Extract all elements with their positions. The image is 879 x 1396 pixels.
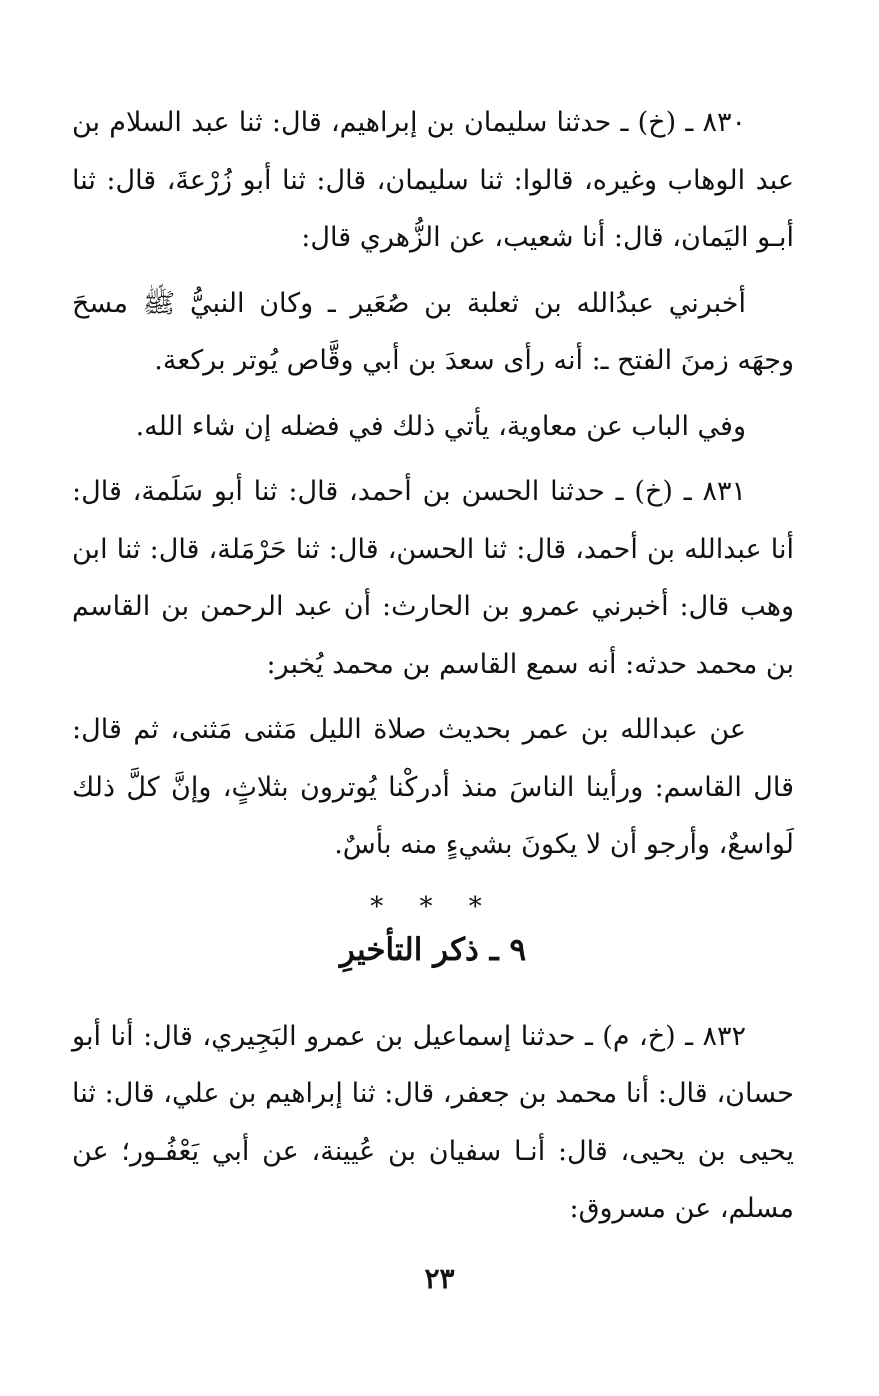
hadith-830-chain: ٨٣٠ ـ (خ) ـ حدثنا سليمان بن إبراهيم، قال: ثنا عبد السلام بن عبد الوهاب وغيره، قالوا: ثنا سليمان، قال: ثنا أبو زُرْعةَ، قال: ثنا أبـو اليَمان، قال: أنا شعيب، عن الزُّهري قال: — [72, 107, 795, 253]
hadith-830-note: وفي الباب عن معاوية، يأتي ذلك في فضله إن شاء الله. — [135, 410, 746, 442]
page-number: ٢٣ — [424, 1262, 455, 1295]
paragraph-gap — [72, 455, 794, 463]
paragraph-gap — [72, 267, 794, 275]
paragraph-gap — [72, 693, 794, 701]
hadith-830-text: أخبرني عبدُالله بن ثعلبة بن صُعَير ـ وكان النبيُّ ﷺ مسحَ وجهَه زمنَ الفتح ـ: أنه رأى سعدَ بن أبي وقَّاص يُوتر بركعة. — [72, 287, 794, 376]
hadith-832-chain: ٨٣٢ ـ (خ، م) ـ حدثنا إسماعيل بن عمرو البَجِيري، قال: أنا أبو حسان، قال: أنا محمد بن جعفر، قال: ثنا إبراهيم بن علي، قال: ثنا يحيى بن يحيى، قال: أنـا سفيان بن عُيينة، عن أبي يَعْفُـور؛ عن مسلم، عن مسروق: — [72, 1020, 794, 1224]
hadith-831-chain: ٨٣١ ـ (خ) ـ حدثنا الحسن بن أحمد، قال: ثنا أبو سَلَمة، قال: أنا عبدالله بن أحمد، قال: ثنا الحسن، قال: ثنا حَرْمَلة، قال: ثنا ابن وهب قال: أخبرني عمرو بن الحارث: أن عبد الرحمن بن القاسم بن محمد حدثه: أنه سمع القاسم بن محمد يُخبر: — [72, 476, 794, 680]
section-heading: ٩ ـ ذكر التأخيرِ — [339, 931, 527, 968]
paragraph-gap — [72, 390, 794, 398]
hadith-831-text: عن عبدالله بن عمر بحديث صلاة الليل مَثنى مَثنى، ثم قال: قال القاسم: ورأينا الناسَ منذ أدركْنا يُوترون بثلاثٍ، وإنَّ كلَّ ذلك لَواسعٌ، وأرجو أن لا يكونَ بشيءٍ منه بأسٌ. — [72, 714, 794, 860]
section-separator: * * * — [370, 891, 496, 922]
page-body — [72, 94, 794, 1238]
